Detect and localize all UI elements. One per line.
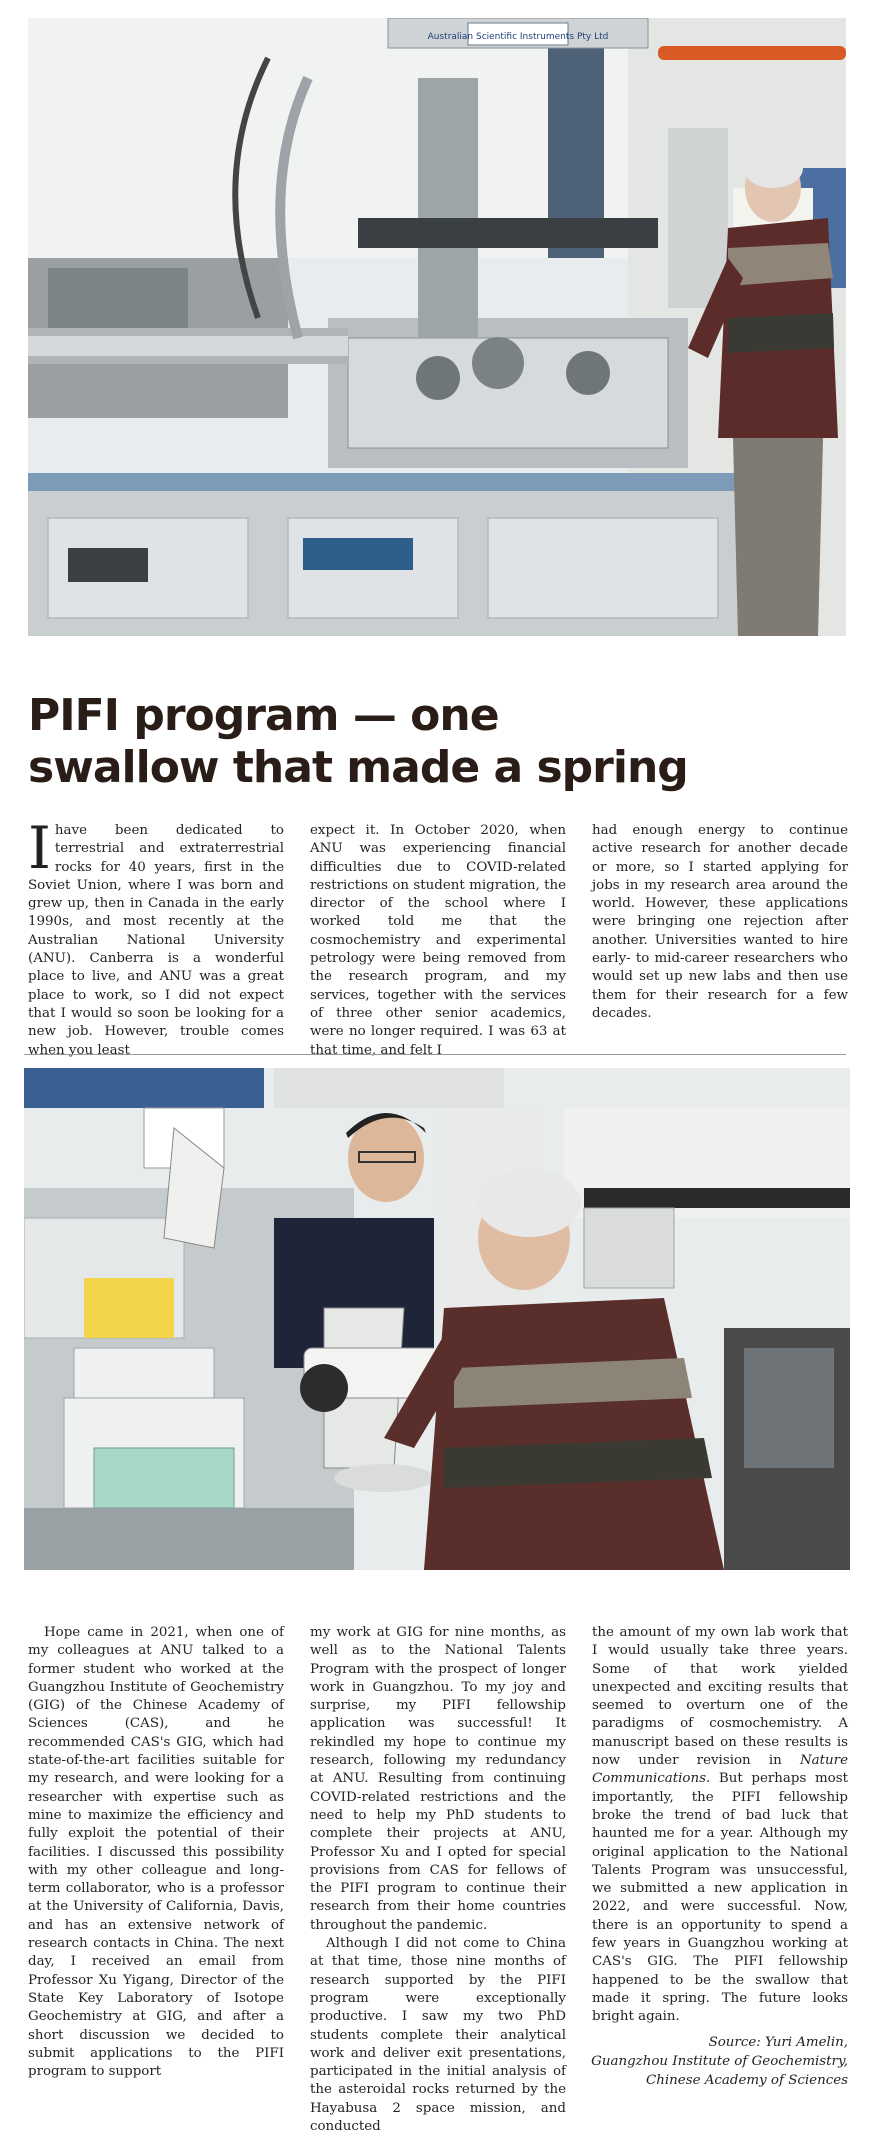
journal-name: Nature Communications	[592, 1753, 848, 1787]
laboratory-microscope-photo	[24, 1068, 850, 1570]
article-source	[548, 2033, 848, 2090]
intro-column-2	[310, 822, 566, 1058]
body-column-3-text-end: . But perhaps most importantly, the PIFI fellowship broke the trend of bad luck that haunted me for a year. Although my original application to the National Talents Program was unsuccessful, we submitted a new application in 2022, and were successful. Now, there is an opportunity to spend a few years in Guangzhou working at CAS's GIG. The PIFI fellowship happened to be the swallow that made it spring. The future looks bright again.	[592, 1771, 848, 2025]
intro-column-1-text: have been dedicated to terrestrial and extraterrestrial rocks for 40 years, first in the Soviet Union, where I was born and grew up, then in Canada in the early 1990s, and most recently at the Australian National University (ANU). Canberra is a wonderful place to live, and ANU was a great place to work, so I did not expect that I would so soon be looking for a new job. However, trouble comes when you least	[28, 823, 284, 1058]
body-column-2	[310, 1624, 566, 2135]
article-title-line-2: swallow that made a spring	[28, 742, 688, 793]
source-academy: Chinese Academy of Sciences	[646, 2073, 848, 2088]
laboratory-mass-spectrometer-photo	[28, 18, 846, 636]
article-title-line-1: PIFI program — one	[28, 690, 499, 741]
drop-cap: I	[28, 814, 51, 882]
body-column-1-text: Hope came in 2021, when one of my colleagues at ANU talked to a former student who worked at the Guangzhou Institute of Geochemistry (GIG) of the Chinese Academy of Sciences (CAS), and he recommended CAS's GIG, which had state-of-the-art facilities suitable for my research, and were looking for a researcher with expertise such as mine to maximize the efficiency and fully exploit the potential of their facilities. I discussed this possibility with my other colleague and long-term collaborator, who is a professor at the University of California, Davis, and has an extensive network of research contacts in China. The next day, I received an email from Professor Xu Yigang, Director of the State Key Laboratory of Isotope Geochemistry at GIG, and after a short discussion we decided to submit applications to the PIFI program to support	[28, 1625, 284, 2080]
intro-column-1	[28, 814, 284, 1058]
laboratory-microscope-illustration	[24, 1068, 850, 1570]
body-column-1	[28, 1624, 284, 2114]
body-column-3-text	[592, 1624, 848, 2027]
source-author: Source: Yuri Amelin,	[708, 2035, 848, 2050]
article-intro-columns	[28, 814, 848, 1058]
instrument-plate-text: Australian Scientific Instruments Pty Ltd	[427, 32, 609, 42]
article-title	[28, 690, 848, 794]
source-institute: Guangzhou Institute of Geochemistry,	[591, 2054, 848, 2069]
laboratory-mass-spectrometer-illustration	[28, 18, 846, 636]
body-column-2-paragraph-2: Although I did not come to China at that time, those nine months of research supported by the PIFI program were exceptionally productive. I saw my two PhD students complete their analytical work and deliver exit presentations, participated in the initial analysis of the asteroidal rocks returned by the Hayabusa 2 space mission, and conducted	[310, 1936, 566, 2135]
body-column-2-paragraph-1: my work at GIG for nine months, as well as to the National Talents Program with the prospect of longer work in Guangzhou. To my joy and surprise, my PIFI fellowship application was successful! It rekindled my hope to continue my research, following my redundancy at ANU. Resulting from continuing COVID-related restrictions and the need to help my PhD students to complete their projects at ANU, Professor Xu and I opted for special provisions from CAS for fellows of the PIFI program to continue their research from their home countries throughout the pandemic.	[310, 1625, 566, 1933]
section-divider	[24, 1054, 846, 1055]
intro-column-3	[592, 822, 848, 1048]
body-column-3-text-start: the amount of my own lab work that I would usually take three years. Some of that work yielded unexpected and exciting results that seemed to overturn one of the paradigms of cosmochemistry. A manuscript based on these results is now under revision in	[592, 1625, 848, 1769]
intro-column-2-text: expect it. In October 2020, when ANU was experiencing financial difficulties due to COVID-related restrictions on student migration, the director of the school where I worked told me that the cosmochemistry and experimental petrology were being removed from the research program, and my services, together with the services of three other senior academics, were no longer required. I was 63 at that time, and felt I	[310, 823, 566, 1058]
intro-column-3-text: had enough energy to continue active research for another decade or more, so I started applying for jobs in my research area around the world. However, these applications were bringing one rejection after another. Universities wanted to hire early- to mid-career researchers who would set up new labs and then use them for their research for a few decades.	[592, 823, 848, 1021]
